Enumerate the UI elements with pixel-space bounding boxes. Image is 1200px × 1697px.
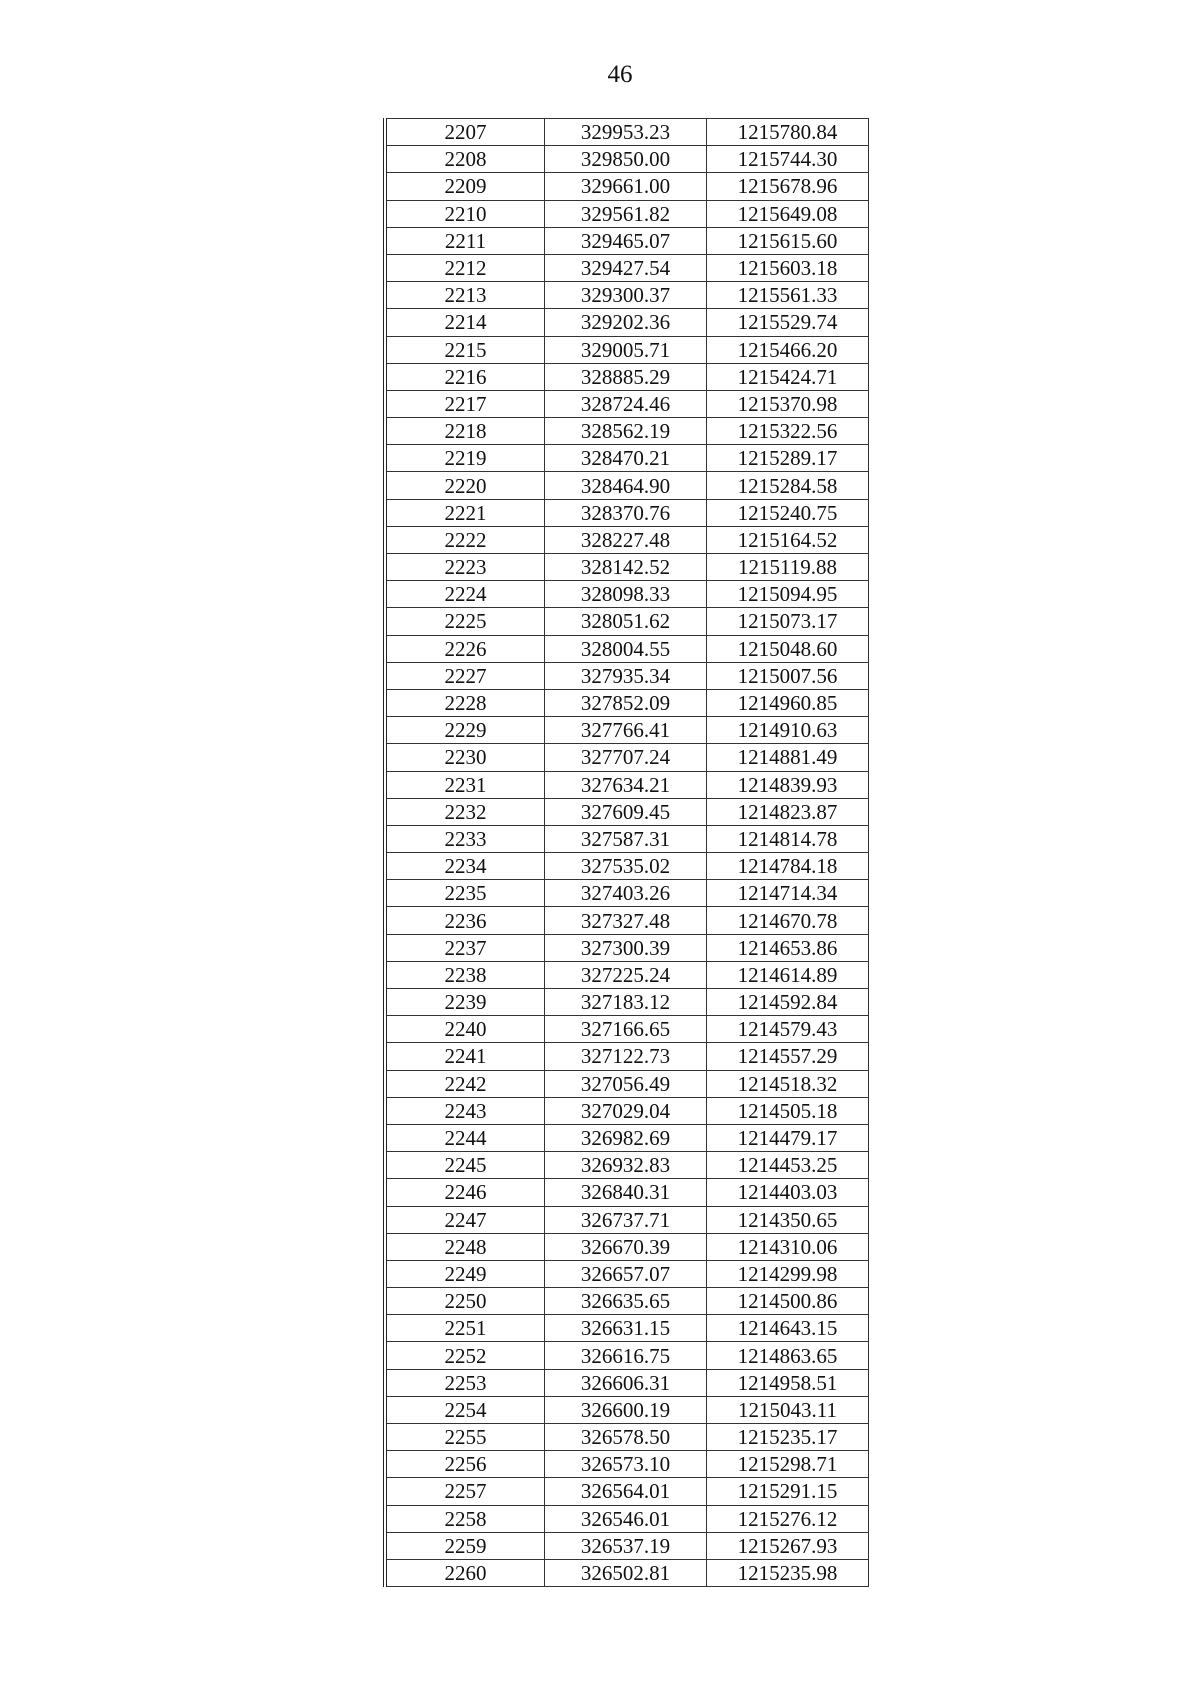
x-coordinate-cell: 329561.82: [545, 200, 707, 227]
table-row: [385, 336, 869, 363]
x-coordinate-cell: 326546.01: [545, 1505, 707, 1532]
table-row: [385, 1505, 869, 1532]
point-number-cell: 2225: [385, 608, 545, 635]
x-coordinate-cell: 327403.26: [545, 880, 707, 907]
point-number-cell: 2235: [385, 880, 545, 907]
table-row: [385, 1478, 869, 1505]
point-number-cell: 2231: [385, 771, 545, 798]
y-coordinate-cell: 1214403.03: [707, 1179, 869, 1206]
y-coordinate-cell: 1215615.60: [707, 227, 869, 254]
point-number-cell: 2232: [385, 798, 545, 825]
y-coordinate-cell: 1215678.96: [707, 173, 869, 200]
y-coordinate-cell: 1214839.93: [707, 771, 869, 798]
point-number-cell: 2245: [385, 1152, 545, 1179]
point-number-cell: 2215: [385, 336, 545, 363]
table-row: [385, 662, 869, 689]
table-row: [385, 1559, 869, 1586]
y-coordinate-cell: 1215424.71: [707, 363, 869, 390]
y-coordinate-cell: 1215276.12: [707, 1505, 869, 1532]
point-number-cell: 2208: [385, 146, 545, 173]
y-coordinate-cell: 1215267.93: [707, 1532, 869, 1559]
y-coordinate-cell: 1215291.15: [707, 1478, 869, 1505]
x-coordinate-cell: 326737.71: [545, 1206, 707, 1233]
table-row: [385, 853, 869, 880]
point-number-cell: 2250: [385, 1288, 545, 1315]
point-number-cell: 2248: [385, 1233, 545, 1260]
point-number-cell: 2226: [385, 635, 545, 662]
x-coordinate-cell: 327225.24: [545, 961, 707, 988]
point-number-cell: 2257: [385, 1478, 545, 1505]
table-row: [385, 1016, 869, 1043]
y-coordinate-cell: 1214453.25: [707, 1152, 869, 1179]
x-coordinate-cell: 329300.37: [545, 282, 707, 309]
table-row: [385, 390, 869, 417]
y-coordinate-cell: 1215094.95: [707, 581, 869, 608]
table-row: [385, 1124, 869, 1151]
point-number-cell: 2229: [385, 717, 545, 744]
y-coordinate-cell: 1215284.58: [707, 472, 869, 499]
table-row: [385, 146, 869, 173]
x-coordinate-cell: 329850.00: [545, 146, 707, 173]
x-coordinate-cell: 326537.19: [545, 1532, 707, 1559]
y-coordinate-cell: 1215466.20: [707, 336, 869, 363]
point-number-cell: 2222: [385, 526, 545, 553]
point-number-cell: 2220: [385, 472, 545, 499]
table-row: [385, 934, 869, 961]
x-coordinate-cell: 328004.55: [545, 635, 707, 662]
x-coordinate-cell: 327183.12: [545, 989, 707, 1016]
y-coordinate-cell: 1214653.86: [707, 934, 869, 961]
x-coordinate-cell: 326982.69: [545, 1124, 707, 1151]
y-coordinate-cell: 1215073.17: [707, 608, 869, 635]
x-coordinate-cell: 327852.09: [545, 689, 707, 716]
point-number-cell: 2221: [385, 499, 545, 526]
x-coordinate-cell: 329465.07: [545, 227, 707, 254]
point-number-cell: 2233: [385, 825, 545, 852]
x-coordinate-cell: 326606.31: [545, 1369, 707, 1396]
table-row: [385, 1070, 869, 1097]
y-coordinate-cell: 1214518.32: [707, 1070, 869, 1097]
table-row: [385, 1233, 869, 1260]
y-coordinate-cell: 1215007.56: [707, 662, 869, 689]
x-coordinate-cell: 328885.29: [545, 363, 707, 390]
point-number-cell: 2237: [385, 934, 545, 961]
point-number-cell: 2213: [385, 282, 545, 309]
table-row: [385, 717, 869, 744]
y-coordinate-cell: 1215529.74: [707, 309, 869, 336]
x-coordinate-cell: 329953.23: [545, 119, 707, 146]
y-coordinate-cell: 1214958.51: [707, 1369, 869, 1396]
y-coordinate-cell: 1214784.18: [707, 853, 869, 880]
table-row: [385, 880, 869, 907]
x-coordinate-cell: 329202.36: [545, 309, 707, 336]
x-coordinate-cell: 327587.31: [545, 825, 707, 852]
y-coordinate-cell: 1214299.98: [707, 1260, 869, 1287]
point-number-cell: 2247: [385, 1206, 545, 1233]
table-row: [385, 1152, 869, 1179]
table-row: [385, 1396, 869, 1423]
y-coordinate-cell: 1215561.33: [707, 282, 869, 309]
x-coordinate-cell: 329427.54: [545, 254, 707, 281]
x-coordinate-cell: 327300.39: [545, 934, 707, 961]
x-coordinate-cell: 326616.75: [545, 1342, 707, 1369]
table-row: [385, 227, 869, 254]
x-coordinate-cell: 327166.65: [545, 1016, 707, 1043]
point-number-cell: 2216: [385, 363, 545, 390]
table-row: [385, 363, 869, 390]
y-coordinate-cell: 1214350.65: [707, 1206, 869, 1233]
y-coordinate-cell: 1214479.17: [707, 1124, 869, 1151]
coordinates-table: [383, 118, 869, 1587]
x-coordinate-cell: 328370.76: [545, 499, 707, 526]
x-coordinate-cell: 327056.49: [545, 1070, 707, 1097]
table-row: [385, 1260, 869, 1287]
point-number-cell: 2210: [385, 200, 545, 227]
point-number-cell: 2255: [385, 1424, 545, 1451]
table-row: [385, 418, 869, 445]
x-coordinate-cell: 328470.21: [545, 445, 707, 472]
y-coordinate-cell: 1215235.98: [707, 1559, 869, 1586]
point-number-cell: 2217: [385, 390, 545, 417]
table-row: [385, 581, 869, 608]
x-coordinate-cell: 329661.00: [545, 173, 707, 200]
point-number-cell: 2259: [385, 1532, 545, 1559]
x-coordinate-cell: 326502.81: [545, 1559, 707, 1586]
y-coordinate-cell: 1214814.78: [707, 825, 869, 852]
x-coordinate-cell: 326840.31: [545, 1179, 707, 1206]
point-number-cell: 2234: [385, 853, 545, 880]
coordinates-table-body: [385, 119, 869, 1587]
point-number-cell: 2243: [385, 1097, 545, 1124]
point-number-cell: 2209: [385, 173, 545, 200]
point-number-cell: 2242: [385, 1070, 545, 1097]
point-number-cell: 2218: [385, 418, 545, 445]
page-number: 46: [607, 61, 633, 88]
x-coordinate-cell: 326631.15: [545, 1315, 707, 1342]
table-row: [385, 119, 869, 146]
x-coordinate-cell: 327707.24: [545, 744, 707, 771]
table-row: [385, 989, 869, 1016]
x-coordinate-cell: 327122.73: [545, 1043, 707, 1070]
x-coordinate-cell: 327029.04: [545, 1097, 707, 1124]
y-coordinate-cell: 1214881.49: [707, 744, 869, 771]
table-row: [385, 744, 869, 771]
y-coordinate-cell: 1214643.15: [707, 1315, 869, 1342]
y-coordinate-cell: 1215119.88: [707, 554, 869, 581]
point-number-cell: 2212: [385, 254, 545, 281]
point-number-cell: 2246: [385, 1179, 545, 1206]
x-coordinate-cell: 327634.21: [545, 771, 707, 798]
x-coordinate-cell: 326564.01: [545, 1478, 707, 1505]
x-coordinate-cell: 327609.45: [545, 798, 707, 825]
x-coordinate-cell: 327766.41: [545, 717, 707, 744]
table-row: [385, 309, 869, 336]
y-coordinate-cell: 1214500.86: [707, 1288, 869, 1315]
y-coordinate-cell: 1215043.11: [707, 1396, 869, 1423]
x-coordinate-cell: 329005.71: [545, 336, 707, 363]
table-row: [385, 1424, 869, 1451]
point-number-cell: 2258: [385, 1505, 545, 1532]
x-coordinate-cell: 328098.33: [545, 581, 707, 608]
y-coordinate-cell: 1215649.08: [707, 200, 869, 227]
point-number-cell: 2214: [385, 309, 545, 336]
table-row: [385, 1097, 869, 1124]
table-row: [385, 254, 869, 281]
table-row: [385, 1043, 869, 1070]
point-number-cell: 2224: [385, 581, 545, 608]
table-row: [385, 200, 869, 227]
point-number-cell: 2249: [385, 1260, 545, 1287]
table-row: [385, 771, 869, 798]
y-coordinate-cell: 1214823.87: [707, 798, 869, 825]
point-number-cell: 2230: [385, 744, 545, 771]
table-row: [385, 554, 869, 581]
table-row: [385, 1179, 869, 1206]
y-coordinate-cell: 1215370.98: [707, 390, 869, 417]
y-coordinate-cell: 1215235.17: [707, 1424, 869, 1451]
x-coordinate-cell: 327535.02: [545, 853, 707, 880]
point-number-cell: 2256: [385, 1451, 545, 1478]
point-number-cell: 2253: [385, 1369, 545, 1396]
x-coordinate-cell: 326932.83: [545, 1152, 707, 1179]
y-coordinate-cell: 1214614.89: [707, 961, 869, 988]
point-number-cell: 2239: [385, 989, 545, 1016]
x-coordinate-cell: 328724.46: [545, 390, 707, 417]
table-row: [385, 1451, 869, 1478]
point-number-cell: 2227: [385, 662, 545, 689]
table-row: [385, 1315, 869, 1342]
y-coordinate-cell: 1215603.18: [707, 254, 869, 281]
y-coordinate-cell: 1214960.85: [707, 689, 869, 716]
point-number-cell: 2223: [385, 554, 545, 581]
point-number-cell: 2236: [385, 907, 545, 934]
point-number-cell: 2260: [385, 1559, 545, 1586]
x-coordinate-cell: 326657.07: [545, 1260, 707, 1287]
point-number-cell: 2211: [385, 227, 545, 254]
y-coordinate-cell: 1214714.34: [707, 880, 869, 907]
x-coordinate-cell: 328051.62: [545, 608, 707, 635]
x-coordinate-cell: 327327.48: [545, 907, 707, 934]
x-coordinate-cell: 326573.10: [545, 1451, 707, 1478]
y-coordinate-cell: 1215298.71: [707, 1451, 869, 1478]
table-row: [385, 282, 869, 309]
y-coordinate-cell: 1214910.63: [707, 717, 869, 744]
x-coordinate-cell: 327935.34: [545, 662, 707, 689]
x-coordinate-cell: 328142.52: [545, 554, 707, 581]
y-coordinate-cell: 1214557.29: [707, 1043, 869, 1070]
y-coordinate-cell: 1214863.65: [707, 1342, 869, 1369]
point-number-cell: 2207: [385, 119, 545, 146]
table-row: [385, 689, 869, 716]
x-coordinate-cell: 328562.19: [545, 418, 707, 445]
x-coordinate-cell: 326635.65: [545, 1288, 707, 1315]
table-row: [385, 635, 869, 662]
y-coordinate-cell: 1215744.30: [707, 146, 869, 173]
table-row: [385, 173, 869, 200]
table-row: [385, 526, 869, 553]
y-coordinate-cell: 1215164.52: [707, 526, 869, 553]
table-row: [385, 445, 869, 472]
table-row: [385, 1369, 869, 1396]
table-row: [385, 961, 869, 988]
y-coordinate-cell: 1215048.60: [707, 635, 869, 662]
table-row: [385, 825, 869, 852]
table-row: [385, 907, 869, 934]
table-row: [385, 608, 869, 635]
table-row: [385, 1206, 869, 1233]
y-coordinate-cell: 1214670.78: [707, 907, 869, 934]
point-number-cell: 2241: [385, 1043, 545, 1070]
x-coordinate-cell: 326578.50: [545, 1424, 707, 1451]
x-coordinate-cell: 326670.39: [545, 1233, 707, 1260]
y-coordinate-cell: 1215322.56: [707, 418, 869, 445]
point-number-cell: 2251: [385, 1315, 545, 1342]
y-coordinate-cell: 1214310.06: [707, 1233, 869, 1260]
point-number-cell: 2244: [385, 1124, 545, 1151]
table-row: [385, 1532, 869, 1559]
table-row: [385, 1288, 869, 1315]
point-number-cell: 2254: [385, 1396, 545, 1423]
point-number-cell: 2240: [385, 1016, 545, 1043]
point-number-cell: 2238: [385, 961, 545, 988]
y-coordinate-cell: 1215780.84: [707, 119, 869, 146]
point-number-cell: 2228: [385, 689, 545, 716]
x-coordinate-cell: 326600.19: [545, 1396, 707, 1423]
y-coordinate-cell: 1214505.18: [707, 1097, 869, 1124]
table-row: [385, 472, 869, 499]
table-row: [385, 499, 869, 526]
y-coordinate-cell: 1214579.43: [707, 1016, 869, 1043]
point-number-cell: 2252: [385, 1342, 545, 1369]
y-coordinate-cell: 1215289.17: [707, 445, 869, 472]
table-row: [385, 1342, 869, 1369]
table-row: [385, 798, 869, 825]
point-number-cell: 2219: [385, 445, 545, 472]
y-coordinate-cell: 1214592.84: [707, 989, 869, 1016]
y-coordinate-cell: 1215240.75: [707, 499, 869, 526]
x-coordinate-cell: 328464.90: [545, 472, 707, 499]
x-coordinate-cell: 328227.48: [545, 526, 707, 553]
